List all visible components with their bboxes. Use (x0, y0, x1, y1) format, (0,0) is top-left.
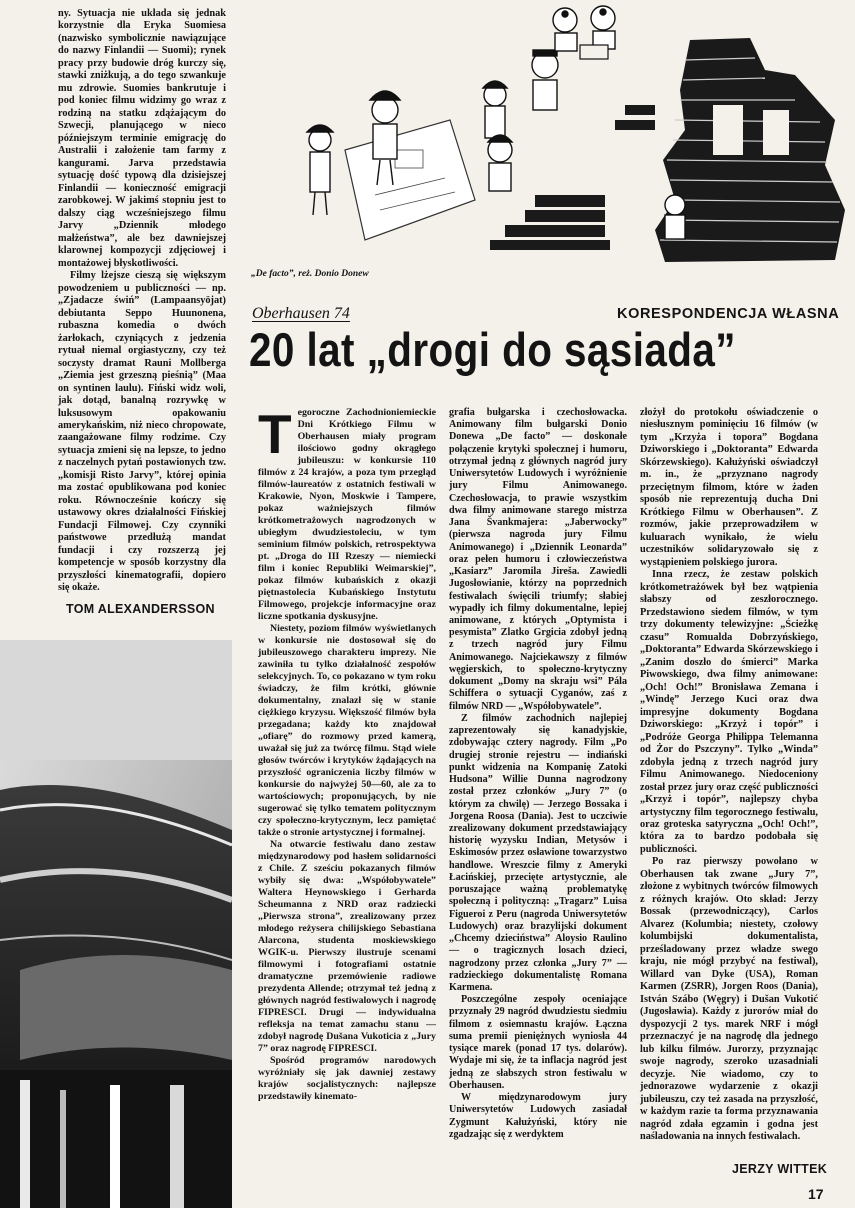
article-column-3 (640, 407, 818, 1144)
article-paragraph: Spośród programów narodowych wyróżniały się jak dawniej zestawy krajów socjalistycznych: najlepsze przedstawiły kinemato- (258, 1055, 436, 1102)
film-still-photo (0, 640, 232, 1208)
left-signature: TOM ALEXANDERSSON (66, 602, 215, 616)
article-signature: JERZY WITTEK (732, 1162, 828, 1176)
article-paragraph: złożył do protokołu oświadczenie o niesłusznym pominięciu 16 filmów (w tym „Krzyża i topora” Bogdana Dziworskiego i „Doktoranta” Edwarda Skórzewskiego). Kałużyński oświadczył m. in., że „przyznano nagrody przeciętnym filmom, które w żaden sposób nie reprezentują ducha Dni Krótkiego Filmu w Oberhausen”. Z rozmów, jakie przeprowadziłem w kuluarach wynikało, że wielu uczestników solidaryzowało się z wystąpieniem polskiego jurora. (640, 407, 818, 568)
article-paragraph: Poszczególne zespoły oceniające przyznały 29 nagród dwudziestu siedmiu filmom z osiemnastu krajów. Łączna suma premii pieniężnych wyniosła 44 tysiące marek (ponad 17 tys. dolarów). Wydaje mi się, że ta inflacja nagród jest jedną ze słabszych stron festiwalu w Oberhausen. (449, 994, 627, 1091)
left-paragraph-1: ny. Sytuacja nie układa się jednak korzystnie dla Eryka Suomiesa (nazwisko symbolicznie nawiązujące do nazwy Finlandii — Suomi); rynek pracy przy budowie dróg kurczy się, stawki zniżkują, a do tego szwankuje mu zdrowie. Suomies bankrutuje i pod koniec filmu widzimy go wraz z rodziną na statku zdążającym do Szwecji, planującego w nieco późniejszym terminie emigrację do Australii i założenie tam farmy z kangurami. Jarva przedstawia sytuację dość typową dla dzisiejszej Finlandii — konieczność emigracji zarobkowej. W jakimś stopniu jest to dalszy ciąg wcześniejszego filmu Jarvy „Dziennik młodego małżeństwa”, ale bez dawniejszej klarownej kompozycji zdjęciowej i montażowej błyskotliwości. (58, 8, 226, 269)
article-paragraph: Niestety, poziom filmów wyświetlanych w konkursie nie dostosował się do jubileuszowego charakteru imprezy. Nie zawiniła tu tylko działalność zespołów selekcyjnych. To, co pokazano w tym roku świadczy, że film krótki, głównie dokumentalny, znalazł się w stanie ciężkiego kryzysu. Większość filmów była przegadana; każdy kto znajdował „ofiarę” do rozmowy przed kamerą, uważał się już za twórcę filmu. Stąd wiele głosów twórców i krytyków żądających na przyszłość ograniczenia liczby filmów w konkursie do najwyżej 50—60, ale za to wartościowych; proponujących, by nie sugerować się tylko tematem politycznym czy społeczno-krytycznym, lecz pamiętać także o stronie artystycznej i formalnej. (258, 623, 436, 838)
dropcap: T (258, 403, 292, 465)
de-facto-cartoon-illustration (235, 0, 855, 268)
article-paragraph: Po raz pierwszy powołano w Oberhausen tak zwane „Jury 7”, złożone z wybitnych twórców filmowych z różnych krajów. Oto skład: Jerzy Bossak (przewodniczący), Carlos Alvarez (Kolumbia; niestety, czołowy kolumbijski dokumentalista, prześladowany przez władze swego kraju, nie mógł przybyć na festiwal), Willard van Dyke (USA), Roman Karmen (ZSRR), Jorgen Roos (Dania), István Szábo (Węgry) i Dušan Vukotić (Jugosławia). Każdy z jurorów miał do dyspozycji 2 tys. marek NRF i mógł przeznaczyć je na nagrodę dla jednego lub kilku filmów. Jurorzy, przyznając swoje nagrody, szeroko uzasadniali decyzje. Nie wiadomo, czy to jednorazowe wydarzenie z okazji jubileuszu, czy też zasada na przyszłość, w każdym razie ta forma przyznawania nagród zdała egzamin i godna jest naśladowania na innych festiwalach. (640, 856, 818, 1143)
page-number: 17 (808, 1186, 824, 1202)
left-column-text (58, 8, 226, 595)
kicker-oberhausen: Oberhausen 74 (252, 305, 350, 322)
left-paragraph-2: Filmy lżejsze cieszą się większym powodzeniem u publiczności — np. „Zjadacze świń” (Lampaansyöjat) debiutanta Seppo Huunonena, rubaszna komedia o dwóch żarłokach, czyniących z jedzenia rytuał niemal orgiastyczny, czy też soczysty dramat Rauni Mollberga „Ziemia jest grzeszną pieśnią” (Maa on syntinen laulu). Fiński widz woli, jak dotąd, banalną rozrywkę w luksusowym opakowaniu amerykańskim, niż nieco chropowate, zaangażowane filmy rodzime. Czy sytuacja zmieni się na lepsze, to jedno z naczelnych pytań postawionych tzw. „komisji Risto Jarvy”, której opinia ma zostać opublikowana pod koniec roku. Równocześnie kończy się ustawowy okres działalności Fińskiej Fundacji Filmowej. Czy czynniki państwowe przedłużą mandat fundacji i czy rozszerzą jej kompetencje w sposób korzystny dla przyszłości kinematografii, dopiero się okaże. (58, 270, 226, 594)
article-paragraph: Na otwarcie festiwalu dano zestaw międzynarodowy pod hasłem solidarności z Chile. Z sześciu pokazanych filmów wybiły się dwa: „Współobywatele” Waltera Heynowskiego i Gerharda Scheumanna z NRD oraz radziecki „Pierwsza strona”, zrealizowany przez młodego reżysera chilijskiego Sebastiana Alarcona, studenta moskiewskiego WGIK-u. Pierwszy ilustruje scenami filmowymi i fotografiami ostatnie dramatyczne przemówienie radiowe prezydenta Allende; otrzymał też jedną z głównych nagród festiwalowych i nagrodę FIPRESCI. Drugi — indywidualna refleksja na temat zamachu stanu — zdobył nagrodę Dušana Vukoticia z „Jury 7” oraz nagrodę FIPRESCI. (258, 839, 436, 1054)
headline: 20 lat „drogi do sąsiada” (249, 323, 736, 376)
article-paragraph: egoroczne Zachodnioniemieckie Dni Krótkiego Filmu w Oberhausen miały program ilościowo godny okrągłego jubileuszu: w konkursie 110 filmów z 24 krajów, a poza tym przegląd filmów-laureatów z ostatnich festiwali w Krakowie, Nyon, Moskwie i Tampere, pokaz ważniejszych filmów krótkometrażowych nagrodzonych w ubiegłym dwudziestoleciu, w tym seminium filmów polskich, retrospektywa pt. „Droga do III Rzeszy — niemiecki film i koniec Republiki Weimarskiej”, pokaz filmów kubańskich z okazji piętnastolecia Kubańskiego Instytutu Filmowego, projekcje informacyjne oraz liczne spotkania dyskusyjne. (258, 407, 436, 622)
illustration-caption: „De facto”, reż. Donio Donew (251, 269, 369, 279)
article-column-1 (258, 403, 436, 1103)
article-paragraph: Z filmów zachodnich najlepiej zaprezentowały się kanadyjskie, zdobywając cztery nagrody. Film „Po drugiej stronie rejestru — indiański punkt widzenia na Kompanię Zatoki Hudsona” Willie Dunna nagrodzony został przez członków „Jury 7” (o którym za chwilę) — Jerzego Bossaka i Jorgena Roosa (Dania). Jest to uczciwie zrealizowany dokument przedstawiający historię wyzysku Indian, Metysów i Eskimosów przez osławione towarzystwo handlowe. Wreszcie filmy z Ameryki Łacińskiej, przecięte artystycznie, ale poruszające ważną problematykę społeczną i polityczną: „Tragarz” Luisa Figueroi z Peru (nagroda Uniwersytetów Ludowych) oraz brazylijski dokument „Chcemy dzieciństwa” Aloysio Raulino — o tragicznych losach dzieci, nagrodzony przez członka „Jury 7” — radzieckiego dokumentalistę Romana Karmena. (449, 712, 627, 994)
article-paragraph: grafia bułgarska i czechosłowacka. Animowany film bułgarski Donio Donewa „De facto” — doskonałe połączenie krytyki społecznej i humoru, otrzymał jedną z głównych nagród jury Uniwersytetów Ludowych i wyróżnienie jury Filmu Animowanego. Czechosłowacja, to prawie wszystkim dwa filmy animowane starego mistrza Jana Švankmajera: „Jaberwocky” (pierwsza nagroda jury Filmu Animowanego) i „Dziennik Leonarda” oraz pełen humoru i człowieczeństwa „Kasiarz” Jaromila Jireša. Zawiedli Jugosłowianie, którzy na poprzednich festiwalach święcili triumfy; słabiej wypadły ich filmy dokumentalne, lepiej animowane, z których „Optymista i pesymista” Zlatko Grgicia zdobył jedną z trzech nagród jury Filmu Animowanego. Najciekawszy z filmów węgierskich, to społeczno-krytyczny dokument „Domy na skraju wsi” Pála Schiffera o sytuacji Cyganów, zaś z filmów NRD — „Współobywatele”. (449, 407, 627, 712)
article-paragraph: Inna rzecz, że zestaw polskich krótkometrażówek był bez wątpienia słabszy od zeszłorocznego. Przedstawiono siedem filmów, w tym trzy dokumenty telewizyjne: „Ścieżkę czasu” Romualda Dobrzyńskiego, „Doktoranta” Edwarda Skórzewskiego i „Zanim doszło do śmierci” Marka Piwowskiego, dwa filmy animowane: „Och! Och!” Bronisława Zemana i „Windę” Jerzego Kuci oraz dwa impresyjne dokumenty Bogdana Dziworskiego: „Krzyż i topór” i „Podróże Georga Philippa Telemanna od Żor do Pszczyny”. Tylko „Winda” zdobyła jedną z trzech nagród jury Filmu Animowanego. Niedoceniony został przez jury oraz część publiczności „Krzyż i topór”, najlepszy chyba artystyczny film tegorocznego festiwalu, oraz groteska satyryczna „Och! Och!”, która za to bardzo podobała się publiczności. (640, 569, 818, 855)
section-label: KORESPONDENCJA WŁASNA (617, 306, 840, 322)
article-paragraph: W międzynarodowym jury Uniwersytetów Ludowych zasiadał Zygmunt Kałużyński, który nie zgadzając się z werdyktem (449, 1092, 627, 1140)
article-column-2 (449, 407, 627, 1141)
